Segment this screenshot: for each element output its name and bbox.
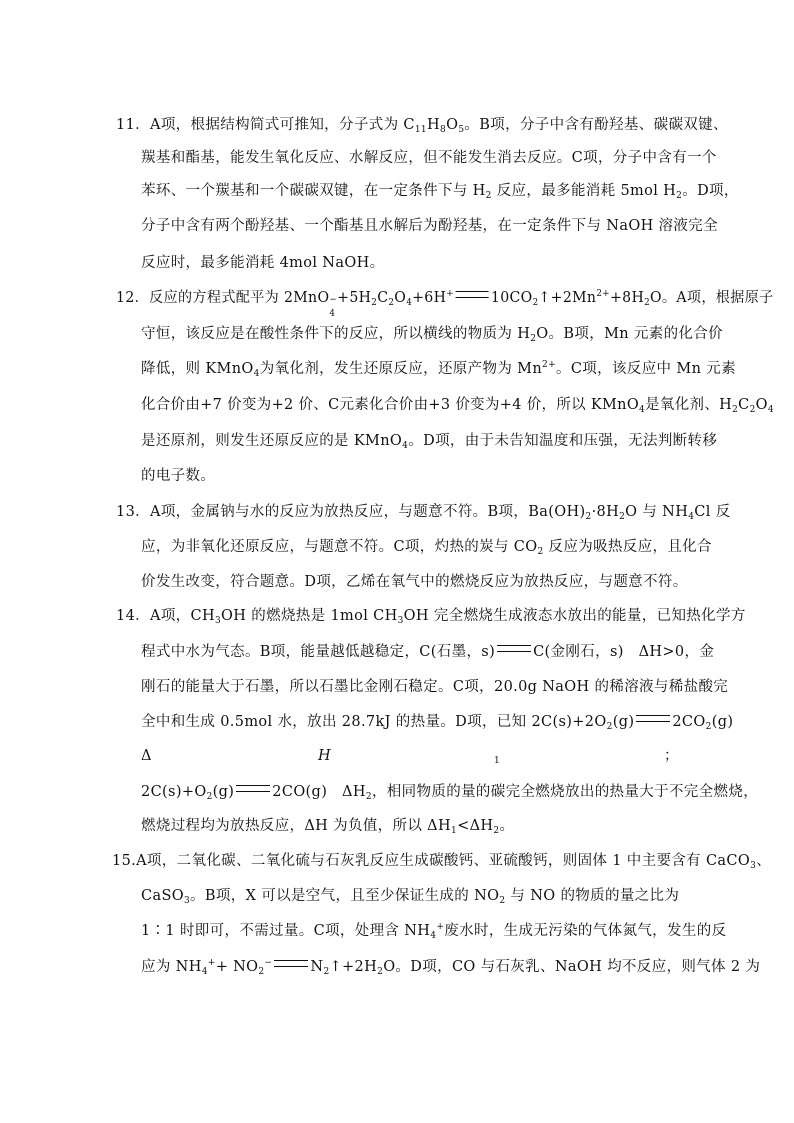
answer-15-line-1: 15.A项，二氧化碳、二氧化硫与石灰乳反应生成碳酸钙、亚硫酸钙，则固体 1 中主要含有 CaCO$_3$、 xyxy=(112,853,772,871)
answer-12-line-3: 降低，则 KMnO$_4$为氧化剂，发生还原反应，还原产物为 $Mn^{2+}$。C项，该反应中 Mn 元素 xyxy=(141,360,736,379)
answer-11-line-1: 11．A项，根据结构简式可推知，分子式为 $C_{11}H_8O_5$。B项，分子中含有酚羟基、碳碳双键、 xyxy=(116,117,728,135)
answer-14-h: H xyxy=(318,748,331,764)
answer-15-line-3: 1∶1 时即可，不需过量。C项，处理含 $NH_4^+$废水时，生成无污染的气体氮气，发生的反 xyxy=(141,922,727,941)
answer-13-line-1: 13．A项，金属钠与水的反应为放热反应，与题意不符。B项，$Ba(OH)_2\cdot 8H_2O$ 与 $NH_4Cl$ 反 xyxy=(116,504,731,522)
answer-14-line-2: 程式中水为气态。B项，能量越低越稳定，C(石墨，s) C(金刚石，s) ΔH>0，金 xyxy=(141,644,715,660)
answer-11-line-2: 羰基和酯基，能发生氧化反应、水解反应，但不能发生消去反应。C项，分子中含有一个 xyxy=(141,150,717,166)
answer-11-line-4: 分子中含有两个酚羟基、一个酯基且水解后为酚羟基，在一定条件下与 NaOH 溶液完全 xyxy=(141,218,718,234)
answer-11-line-5: 反应时，最多能消耗 4mol NaOH。 xyxy=(141,255,385,271)
reaction-equals-sign xyxy=(274,960,308,967)
reaction-equals-sign xyxy=(236,785,270,792)
answer-12-line-4: 化合价由+7 价变为+2 价、C元素化合价由+3 价变为+4 价，所以 KMnO$_4$是氧化剂、$H_2C_2O_4$ xyxy=(141,397,774,415)
answer-14-line-1: 14．A项，$CH_3OH$ 的燃烧热是 1mol $CH_3OH$ 完全燃烧生成液态水放出的能量，已知热化学方 xyxy=(116,608,746,626)
answer-14-line-4: 全中和生成 0.5mol 水，放出 28.7kJ 的热量。D项，已知 $2C(s)+2O_2(g)$ $2CO_2(g)$ xyxy=(141,714,734,732)
answer-14-delta: Δ xyxy=(141,748,152,764)
answer-13-line-2: 应，为非氧化还原反应，与题意不符。C项，灼热的炭与 $CO_2$ 反应为吸热反应，且化合 xyxy=(141,539,712,557)
answer-14-line-6: $2C(s)+O_2(g)$ 2CO(g) $\Delta H_2$，相同物质的量的碳完全燃烧放出的热量大于不完全燃烧， xyxy=(141,784,759,802)
answer-15-line-2: CaSO$_3$。B项，X 可以是空气，且至少保证生成的 $NO_2$ 与 NO 的物质的量之比为 xyxy=(141,888,680,906)
reaction-equals-sign xyxy=(497,645,531,652)
reaction-equals-sign xyxy=(456,291,489,298)
answer-12-line-1: 12．反应的方程式配平为 2MnO − 4 $+5H_2C_2O_4+6H^+$ $10CO_2↑+2Mn^{2+}+8H_2O$。A项，根据原子 xyxy=(116,289,774,319)
reaction-equals-sign xyxy=(636,715,670,722)
answer-13-line-3: 价发生改变，符合题意。D项，乙烯在氧气中的燃烧反应为放热反应，与题意不符。 xyxy=(141,574,688,590)
answer-14-semicolon: ； xyxy=(664,748,679,764)
answer-12-line-2: 守恒，该反应是在酸性条件下的反应，所以横线的物质为 $H_2O$。B项，Mn 元素的化合价 xyxy=(141,326,724,344)
answer-14-line-7: 燃烧过程均为放热反应，ΔH 为负值，所以 $\Delta H_1<\Delta H_2$。 xyxy=(141,818,515,836)
answer-12-line-5: 是还原剂，则发生还原反应的是 KMnO$_4$。D项，由于未告知温度和压强，无法判断转移 xyxy=(141,433,718,451)
answer-11-line-3: 苯环、一个羰基和一个碳碳双键，在一定条件下与 $H_2$ 反应，最多能消耗 5mol $H_2$。D项， xyxy=(141,183,739,201)
answer-14-line-3: 刚石的能量大于石墨，所以石墨比金刚石稳定。C项，20.0g NaOH 的稀溶液与稀盐酸完 xyxy=(141,679,729,695)
answer-12-line-6: 的电子数。 xyxy=(141,468,216,484)
answer-14-subscript-1: 1 xyxy=(494,756,500,766)
answer-15-line-4: 应为 $NH_4^++ NO_2^-$ $N_2↑+2H_2O$。D项，CO 与石灰乳、NaOH 均不反应，则气体 2 为 xyxy=(141,958,761,977)
